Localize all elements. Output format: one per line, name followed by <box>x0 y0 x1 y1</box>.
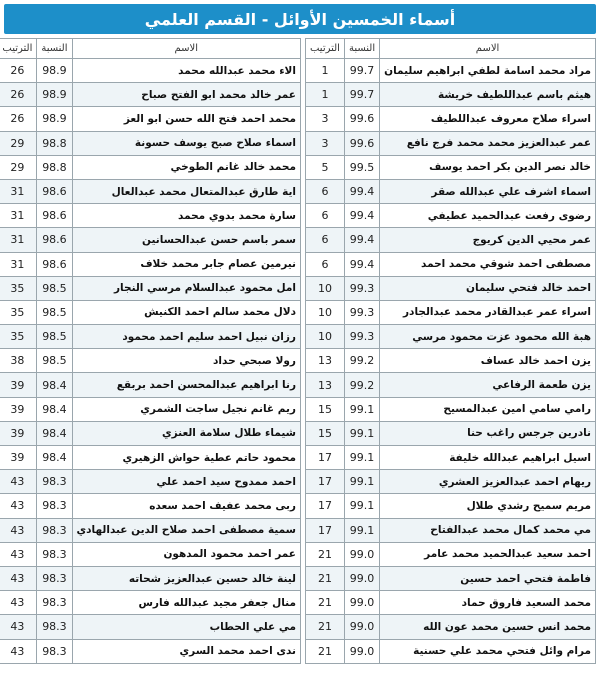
table-row <box>0 228 300 252</box>
student-percent: 99.3 <box>344 325 379 349</box>
student-rank: 38 <box>0 349 37 373</box>
student-rank: 6 <box>305 179 344 203</box>
table-row <box>305 542 595 566</box>
student-rank: 3 <box>305 107 344 131</box>
student-rank: 43 <box>0 494 37 518</box>
table-row <box>0 446 300 470</box>
table-row <box>305 446 595 470</box>
table-row <box>305 518 595 542</box>
table-row <box>0 639 300 663</box>
student-percent: 99.1 <box>344 397 379 421</box>
student-name: اسيل ابراهيم عبدالله خليفة <box>380 446 596 470</box>
student-percent: 99.6 <box>344 131 379 155</box>
student-rank: 17 <box>305 518 344 542</box>
student-name: مي علي الحطاب <box>72 615 300 639</box>
student-name: ندى احمد محمد السري <box>72 639 300 663</box>
left-table-body <box>0 59 300 664</box>
student-name: رامي سامي امين عبدالمسيح <box>380 397 596 421</box>
student-percent: 98.3 <box>37 542 72 566</box>
student-rank: 13 <box>305 373 344 397</box>
table-row <box>305 639 595 663</box>
student-name: هبة الله محمود عزت محمود مرسي <box>380 325 596 349</box>
student-rank: 31 <box>0 252 37 276</box>
table-row <box>305 421 595 445</box>
student-rank: 1 <box>305 83 344 107</box>
student-name: ريم غانم نجيل ساجت الشمري <box>72 397 300 421</box>
student-percent: 98.9 <box>37 59 72 83</box>
student-rank: 39 <box>0 397 37 421</box>
student-name: مريم سميح رشدي طلال <box>380 494 596 518</box>
student-name: محمد خالد غانم الطوخي <box>72 155 300 179</box>
student-rank: 29 <box>0 131 37 155</box>
student-percent: 99.7 <box>344 59 379 83</box>
student-percent: 98.3 <box>37 615 72 639</box>
table-row <box>0 179 300 203</box>
student-rank: 43 <box>0 542 37 566</box>
header-name: الاسم <box>380 39 596 59</box>
table-header-row <box>0 39 300 59</box>
student-percent: 99.2 <box>344 349 379 373</box>
student-percent: 98.8 <box>37 155 72 179</box>
table-row <box>305 59 595 83</box>
student-percent: 98.5 <box>37 349 72 373</box>
student-rank: 17 <box>305 470 344 494</box>
table-row <box>305 179 595 203</box>
student-percent: 99.4 <box>344 228 379 252</box>
student-percent: 98.6 <box>37 252 72 276</box>
table-row <box>305 615 595 639</box>
page-title: أسماء الخمسين الأوائل - القسم العلمي <box>4 4 596 34</box>
tables-container <box>4 38 596 664</box>
table-row <box>305 373 595 397</box>
student-name: عمر احمد محمود المدهون <box>72 542 300 566</box>
student-rank: 31 <box>0 204 37 228</box>
table-row <box>0 300 300 324</box>
student-percent: 99.1 <box>344 421 379 445</box>
right-table-body <box>305 59 595 664</box>
student-rank: 26 <box>0 59 37 83</box>
student-name: شيماء طلال سلامة العنزي <box>72 421 300 445</box>
student-rank: 21 <box>305 591 344 615</box>
table-row <box>305 276 595 300</box>
student-name: رضوى رفعت عبدالحميد عطيفي <box>380 204 596 228</box>
student-name: مصطفى احمد شوقي محمد احمد <box>380 252 596 276</box>
student-rank: 13 <box>305 349 344 373</box>
student-rank: 43 <box>0 615 37 639</box>
student-rank: 43 <box>0 639 37 663</box>
student-percent: 98.5 <box>37 325 72 349</box>
table-row <box>0 325 300 349</box>
table-row <box>0 470 300 494</box>
left-results-table <box>0 38 301 664</box>
student-name: اية طارق عبدالمتعال محمد عبدالعال <box>72 179 300 203</box>
student-name: اسراء عمر عبدالقادر محمد عبدالجادر <box>380 300 596 324</box>
student-percent: 99.4 <box>344 179 379 203</box>
student-name: رولا صبحي حداد <box>72 349 300 373</box>
table-row <box>0 276 300 300</box>
student-rank: 21 <box>305 639 344 663</box>
student-percent: 99.2 <box>344 373 379 397</box>
student-rank: 6 <box>305 204 344 228</box>
table-row <box>0 373 300 397</box>
header-rank: الترتيب <box>305 39 344 59</box>
student-name: رزان نبيل احمد سليم احمد محمود <box>72 325 300 349</box>
student-rank: 15 <box>305 421 344 445</box>
student-percent: 99.4 <box>344 204 379 228</box>
table-row <box>0 83 300 107</box>
table-row <box>305 349 595 373</box>
student-name: محمود حاتم عطية حواش الزهيري <box>72 446 300 470</box>
student-name: نادرين جرجس راغب حنا <box>380 421 596 445</box>
student-percent: 98.3 <box>37 639 72 663</box>
student-percent: 98.3 <box>37 566 72 590</box>
header-rank: الترتيب <box>0 39 37 59</box>
table-row <box>0 421 300 445</box>
student-percent: 99.0 <box>344 566 379 590</box>
student-rank: 39 <box>0 446 37 470</box>
table-row <box>0 615 300 639</box>
table-row <box>305 131 595 155</box>
student-rank: 26 <box>0 107 37 131</box>
table-row <box>305 325 595 349</box>
table-row <box>305 107 595 131</box>
student-rank: 29 <box>0 155 37 179</box>
student-rank: 43 <box>0 470 37 494</box>
student-name: اسراء صلاح معروف عبداللطيف <box>380 107 596 131</box>
student-name: عمر عبدالعزيز محمد محمد فرج نافع <box>380 131 596 155</box>
table-row <box>305 83 595 107</box>
student-percent: 99.0 <box>344 615 379 639</box>
student-name: نيرمين عصام جابر محمد خلاف <box>72 252 300 276</box>
table-row <box>0 107 300 131</box>
student-name: احمد خالد فتحي سليمان <box>380 276 596 300</box>
student-name: سمر باسم حسن عبدالحسانين <box>72 228 300 252</box>
student-percent: 99.0 <box>344 639 379 663</box>
student-rank: 26 <box>0 83 37 107</box>
table-row <box>0 155 300 179</box>
student-name: محمد انس حسين محمد عون الله <box>380 615 596 639</box>
student-percent: 98.6 <box>37 228 72 252</box>
table-row <box>0 349 300 373</box>
student-percent: 98.3 <box>37 470 72 494</box>
student-percent: 99.1 <box>344 518 379 542</box>
student-rank: 43 <box>0 518 37 542</box>
student-percent: 98.4 <box>37 446 72 470</box>
table-row <box>0 131 300 155</box>
student-percent: 98.9 <box>37 107 72 131</box>
header-name: الاسم <box>72 39 300 59</box>
student-rank: 1 <box>305 59 344 83</box>
table-row <box>0 566 300 590</box>
table-row <box>305 470 595 494</box>
student-name: فاطمة فتحي احمد حسين <box>380 566 596 590</box>
student-rank: 31 <box>0 179 37 203</box>
right-results-table <box>305 38 596 664</box>
student-rank: 3 <box>305 131 344 155</box>
student-percent: 99.1 <box>344 446 379 470</box>
table-row <box>0 252 300 276</box>
table-row <box>0 494 300 518</box>
table-row <box>305 155 595 179</box>
student-rank: 6 <box>305 252 344 276</box>
header-percent: النسبة <box>344 39 379 59</box>
student-name: سارة محمد بدوي محمد <box>72 204 300 228</box>
student-name: يزن احمد خالد عساف <box>380 349 596 373</box>
student-rank: 10 <box>305 325 344 349</box>
student-percent: 99.0 <box>344 542 379 566</box>
student-rank: 21 <box>305 615 344 639</box>
student-name: خالد نصر الدين بكر احمد يوسف <box>380 155 596 179</box>
student-name: ريهام احمد عبدالعزيز العشري <box>380 470 596 494</box>
student-name: منال جعفر مجيد عبدالله فارس <box>72 591 300 615</box>
student-percent: 99.1 <box>344 494 379 518</box>
student-percent: 98.9 <box>37 83 72 107</box>
table-row <box>0 542 300 566</box>
student-percent: 98.4 <box>37 421 72 445</box>
student-name: محمد السعيد فاروق حماد <box>380 591 596 615</box>
student-rank: 21 <box>305 566 344 590</box>
table-row <box>0 591 300 615</box>
student-percent: 98.3 <box>37 591 72 615</box>
student-rank: 39 <box>0 421 37 445</box>
student-percent: 99.3 <box>344 300 379 324</box>
header-percent: النسبة <box>37 39 72 59</box>
student-percent: 98.6 <box>37 179 72 203</box>
student-name: عمر خالد محمد ابو الفتح صباح <box>72 83 300 107</box>
student-name: ربى محمد عفيف احمد سعده <box>72 494 300 518</box>
student-name: محمد احمد فتح الله حسن ابو العز <box>72 107 300 131</box>
student-name: يزن طعمة الرفاعي <box>380 373 596 397</box>
student-rank: 31 <box>0 228 37 252</box>
student-rank: 5 <box>305 155 344 179</box>
student-name: مرام وائل فتحي محمد علي حسنية <box>380 639 596 663</box>
student-rank: 17 <box>305 494 344 518</box>
student-name: اسماء اشرف علي عبدالله صقر <box>380 179 596 203</box>
table-row <box>305 204 595 228</box>
student-percent: 99.5 <box>344 155 379 179</box>
student-percent: 98.4 <box>37 397 72 421</box>
student-name: الاء محمد عبدالله محمد <box>72 59 300 83</box>
student-rank: 17 <box>305 446 344 470</box>
student-name: مي محمد كمال محمد عبدالفتاح <box>380 518 596 542</box>
student-percent: 99.7 <box>344 83 379 107</box>
student-name: اسماء صلاح صبح يوسف حسونة <box>72 131 300 155</box>
table-row <box>305 300 595 324</box>
student-rank: 35 <box>0 300 37 324</box>
student-name: هيثم باسم عبداللطيف خريشة <box>380 83 596 107</box>
student-percent: 98.6 <box>37 204 72 228</box>
table-row <box>305 252 595 276</box>
student-percent: 98.8 <box>37 131 72 155</box>
student-percent: 99.4 <box>344 252 379 276</box>
student-name: عمر محيي الدين كريوج <box>380 228 596 252</box>
student-percent: 98.3 <box>37 494 72 518</box>
table-row <box>305 591 595 615</box>
table-row <box>0 518 300 542</box>
student-percent: 99.0 <box>344 591 379 615</box>
student-rank: 43 <box>0 566 37 590</box>
table-row <box>0 204 300 228</box>
student-rank: 10 <box>305 300 344 324</box>
student-percent: 98.3 <box>37 518 72 542</box>
student-rank: 43 <box>0 591 37 615</box>
student-name: مراد محمد اسامة لطفي ابراهيم سليمان <box>380 59 596 83</box>
table-row <box>305 566 595 590</box>
student-percent: 99.1 <box>344 470 379 494</box>
student-percent: 98.5 <box>37 276 72 300</box>
student-name: سمية مصطفى احمد صلاح الدين عبدالهادي <box>72 518 300 542</box>
student-rank: 10 <box>305 276 344 300</box>
student-rank: 21 <box>305 542 344 566</box>
table-row <box>0 397 300 421</box>
student-rank: 35 <box>0 325 37 349</box>
table-header-row <box>305 39 595 59</box>
student-name: احمد سعيد عبدالحميد محمد عامر <box>380 542 596 566</box>
student-percent: 98.4 <box>37 373 72 397</box>
student-rank: 39 <box>0 373 37 397</box>
student-name: لينة خالد حسين عبدالعزيز شحاته <box>72 566 300 590</box>
table-row <box>305 397 595 421</box>
student-percent: 99.3 <box>344 276 379 300</box>
student-name: دلال محمد سالم احمد الكنيش <box>72 300 300 324</box>
table-row <box>305 494 595 518</box>
student-name: رنا ابراهيم عبدالمحسن احمد بربقع <box>72 373 300 397</box>
student-percent: 99.6 <box>344 107 379 131</box>
student-rank: 6 <box>305 228 344 252</box>
student-name: امل محمود عبدالسلام مرسي النجار <box>72 276 300 300</box>
student-percent: 98.5 <box>37 300 72 324</box>
student-rank: 35 <box>0 276 37 300</box>
student-rank: 15 <box>305 397 344 421</box>
table-row <box>0 59 300 83</box>
table-row <box>305 228 595 252</box>
student-name: احمد ممدوح سيد احمد علي <box>72 470 300 494</box>
